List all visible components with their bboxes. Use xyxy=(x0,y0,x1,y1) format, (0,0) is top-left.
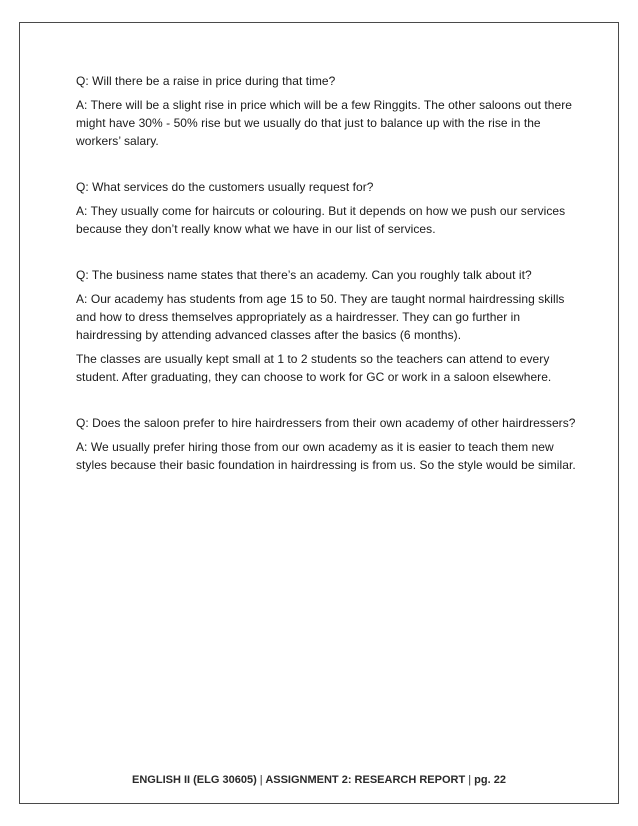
qa-block-4 xyxy=(76,414,576,474)
footer-assignment: ASSIGNMENT 2: RESEARCH REPORT xyxy=(265,774,466,786)
qa-block-1 xyxy=(76,72,576,150)
answer-2: A: They usually come for haircuts or colouring. But it depends on how we push our services because they don’t really know what we have in our list of services. xyxy=(76,204,566,236)
footer-separator: | xyxy=(259,774,263,786)
question-1: Q: Will there be a raise in price during that time? xyxy=(76,74,336,88)
qa-block-3 xyxy=(76,266,576,386)
answer-3a: A: Our academy has students from age 15 to 50. They are taught normal hairdressing skills and how to dress themselves appropriately as a hairdresser. They can go further in hairdressing by attending advanced classes after the basics (6 months). xyxy=(76,292,565,342)
footer-page-number: pg. 22 xyxy=(474,774,506,786)
footer-separator: | xyxy=(468,774,472,786)
footer-course: ENGLISH II (ELG 30605) xyxy=(132,774,257,786)
question-2: Q: What services do the customers usually request for? xyxy=(76,180,374,194)
document-body xyxy=(76,72,576,480)
question-4: Q: Does the saloon prefer to hire hairdressers from their own academy of other hairdressers? xyxy=(76,416,576,430)
block-gap xyxy=(76,156,576,178)
block-gap xyxy=(76,392,576,414)
block-gap xyxy=(76,244,576,266)
page-footer xyxy=(0,773,638,787)
answer-3b: The classes are usually kept small at 1 to 2 students so the teachers can attend to every student. After graduating, they can choose to work for GC or work in a saloon elsewhere. xyxy=(76,352,552,384)
answer-4: A: We usually prefer hiring those from our own academy as it is easier to teach them new styles because their basic foundation in hairdressing is from us. So the style would be similar. xyxy=(76,440,576,472)
qa-block-2 xyxy=(76,178,576,238)
question-3: Q: The business name states that there’s an academy. Can you roughly talk about it? xyxy=(76,268,532,282)
answer-1: A: There will be a slight rise in price which will be a few Ringgits. The other saloons out there might have 30% - 50% rise but we usually do that just to balance up with the rise in the workers’ salary. xyxy=(76,98,572,148)
